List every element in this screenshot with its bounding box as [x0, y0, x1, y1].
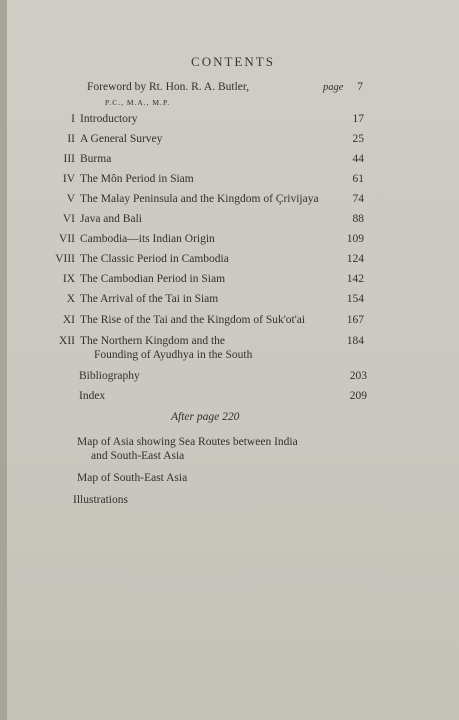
chapter-page: 25	[352, 133, 364, 145]
chapter-number: V	[66, 193, 75, 205]
chapter-number: IV	[62, 173, 75, 185]
chapter-page: 167	[346, 314, 364, 326]
chapter-page: 124	[346, 253, 364, 265]
map-asia-line1: Map of Asia showing Sea Routes between India	[77, 436, 298, 448]
chapter-number: XII	[59, 335, 75, 347]
chapter-page: 74	[352, 193, 364, 205]
chapter-page: 142	[346, 273, 364, 285]
chapter-number: XI	[62, 314, 75, 326]
chapter-title: Burma	[80, 153, 112, 165]
map-asia-line2: and South-East Asia	[91, 450, 185, 462]
chapter-title: The Arrival of the Tai in Siam	[80, 293, 219, 305]
chapter-title-continued: Founding of Ayudhya in the South	[94, 349, 253, 361]
chapter-page: 184	[346, 335, 364, 347]
chapter-title: Introductory	[80, 113, 138, 125]
chapter-title: A General Survey	[80, 133, 163, 145]
chapter-page: 17	[352, 113, 364, 125]
foreword-label: Foreword by Rt. Hon. R. A. Butler,	[87, 81, 250, 93]
bibliography-page: 203	[349, 370, 367, 382]
chapter-number: II	[67, 133, 75, 145]
chapter-title: Cambodia—its Indian Origin	[80, 233, 215, 245]
chapter-page: 44	[352, 153, 364, 165]
chapter-number: VII	[59, 233, 75, 245]
page-word: page	[323, 82, 344, 93]
chapter-title: The Northern Kingdom and the	[80, 335, 225, 347]
chapter-title: The Classic Period in Cambodia	[80, 253, 229, 265]
index-page: 209	[349, 390, 367, 402]
chapter-page: 154	[346, 293, 364, 305]
map-southeast-asia: Map of South-East Asia	[77, 472, 188, 484]
chapter-number: I	[71, 113, 75, 125]
chapter-page: 109	[346, 233, 364, 245]
chapter-title: The Malay Peninsula and the Kingdom of Çrivijaya	[80, 193, 319, 205]
book-page	[7, 0, 459, 720]
chapter-number: VI	[62, 213, 75, 225]
index-label: Index	[79, 390, 106, 402]
chapter-page: 88	[352, 213, 364, 225]
chapter-title: Java and Bali	[80, 213, 142, 225]
chapter-title: The Rise of the Tai and the Kingdom of Suk'ot'ai	[80, 314, 306, 326]
chapter-title: The Cambodian Period in Siam	[80, 273, 226, 285]
foreword-page: 7	[357, 81, 363, 93]
foreword-honours: P.C., M.A., M.P.	[105, 98, 171, 107]
chapter-number: X	[66, 293, 75, 305]
chapter-page: 61	[352, 173, 364, 185]
illustrations-entry: Illustrations	[73, 494, 128, 506]
after-page-note: After page 220	[171, 411, 240, 423]
bibliography-label: Bibliography	[79, 370, 140, 382]
chapter-number: III	[63, 153, 75, 165]
chapter-number: IX	[62, 273, 75, 285]
chapter-number: VIII	[55, 253, 75, 265]
page-title: CONTENTS	[191, 54, 275, 69]
chapter-title: The Môn Period in Siam	[80, 173, 194, 185]
